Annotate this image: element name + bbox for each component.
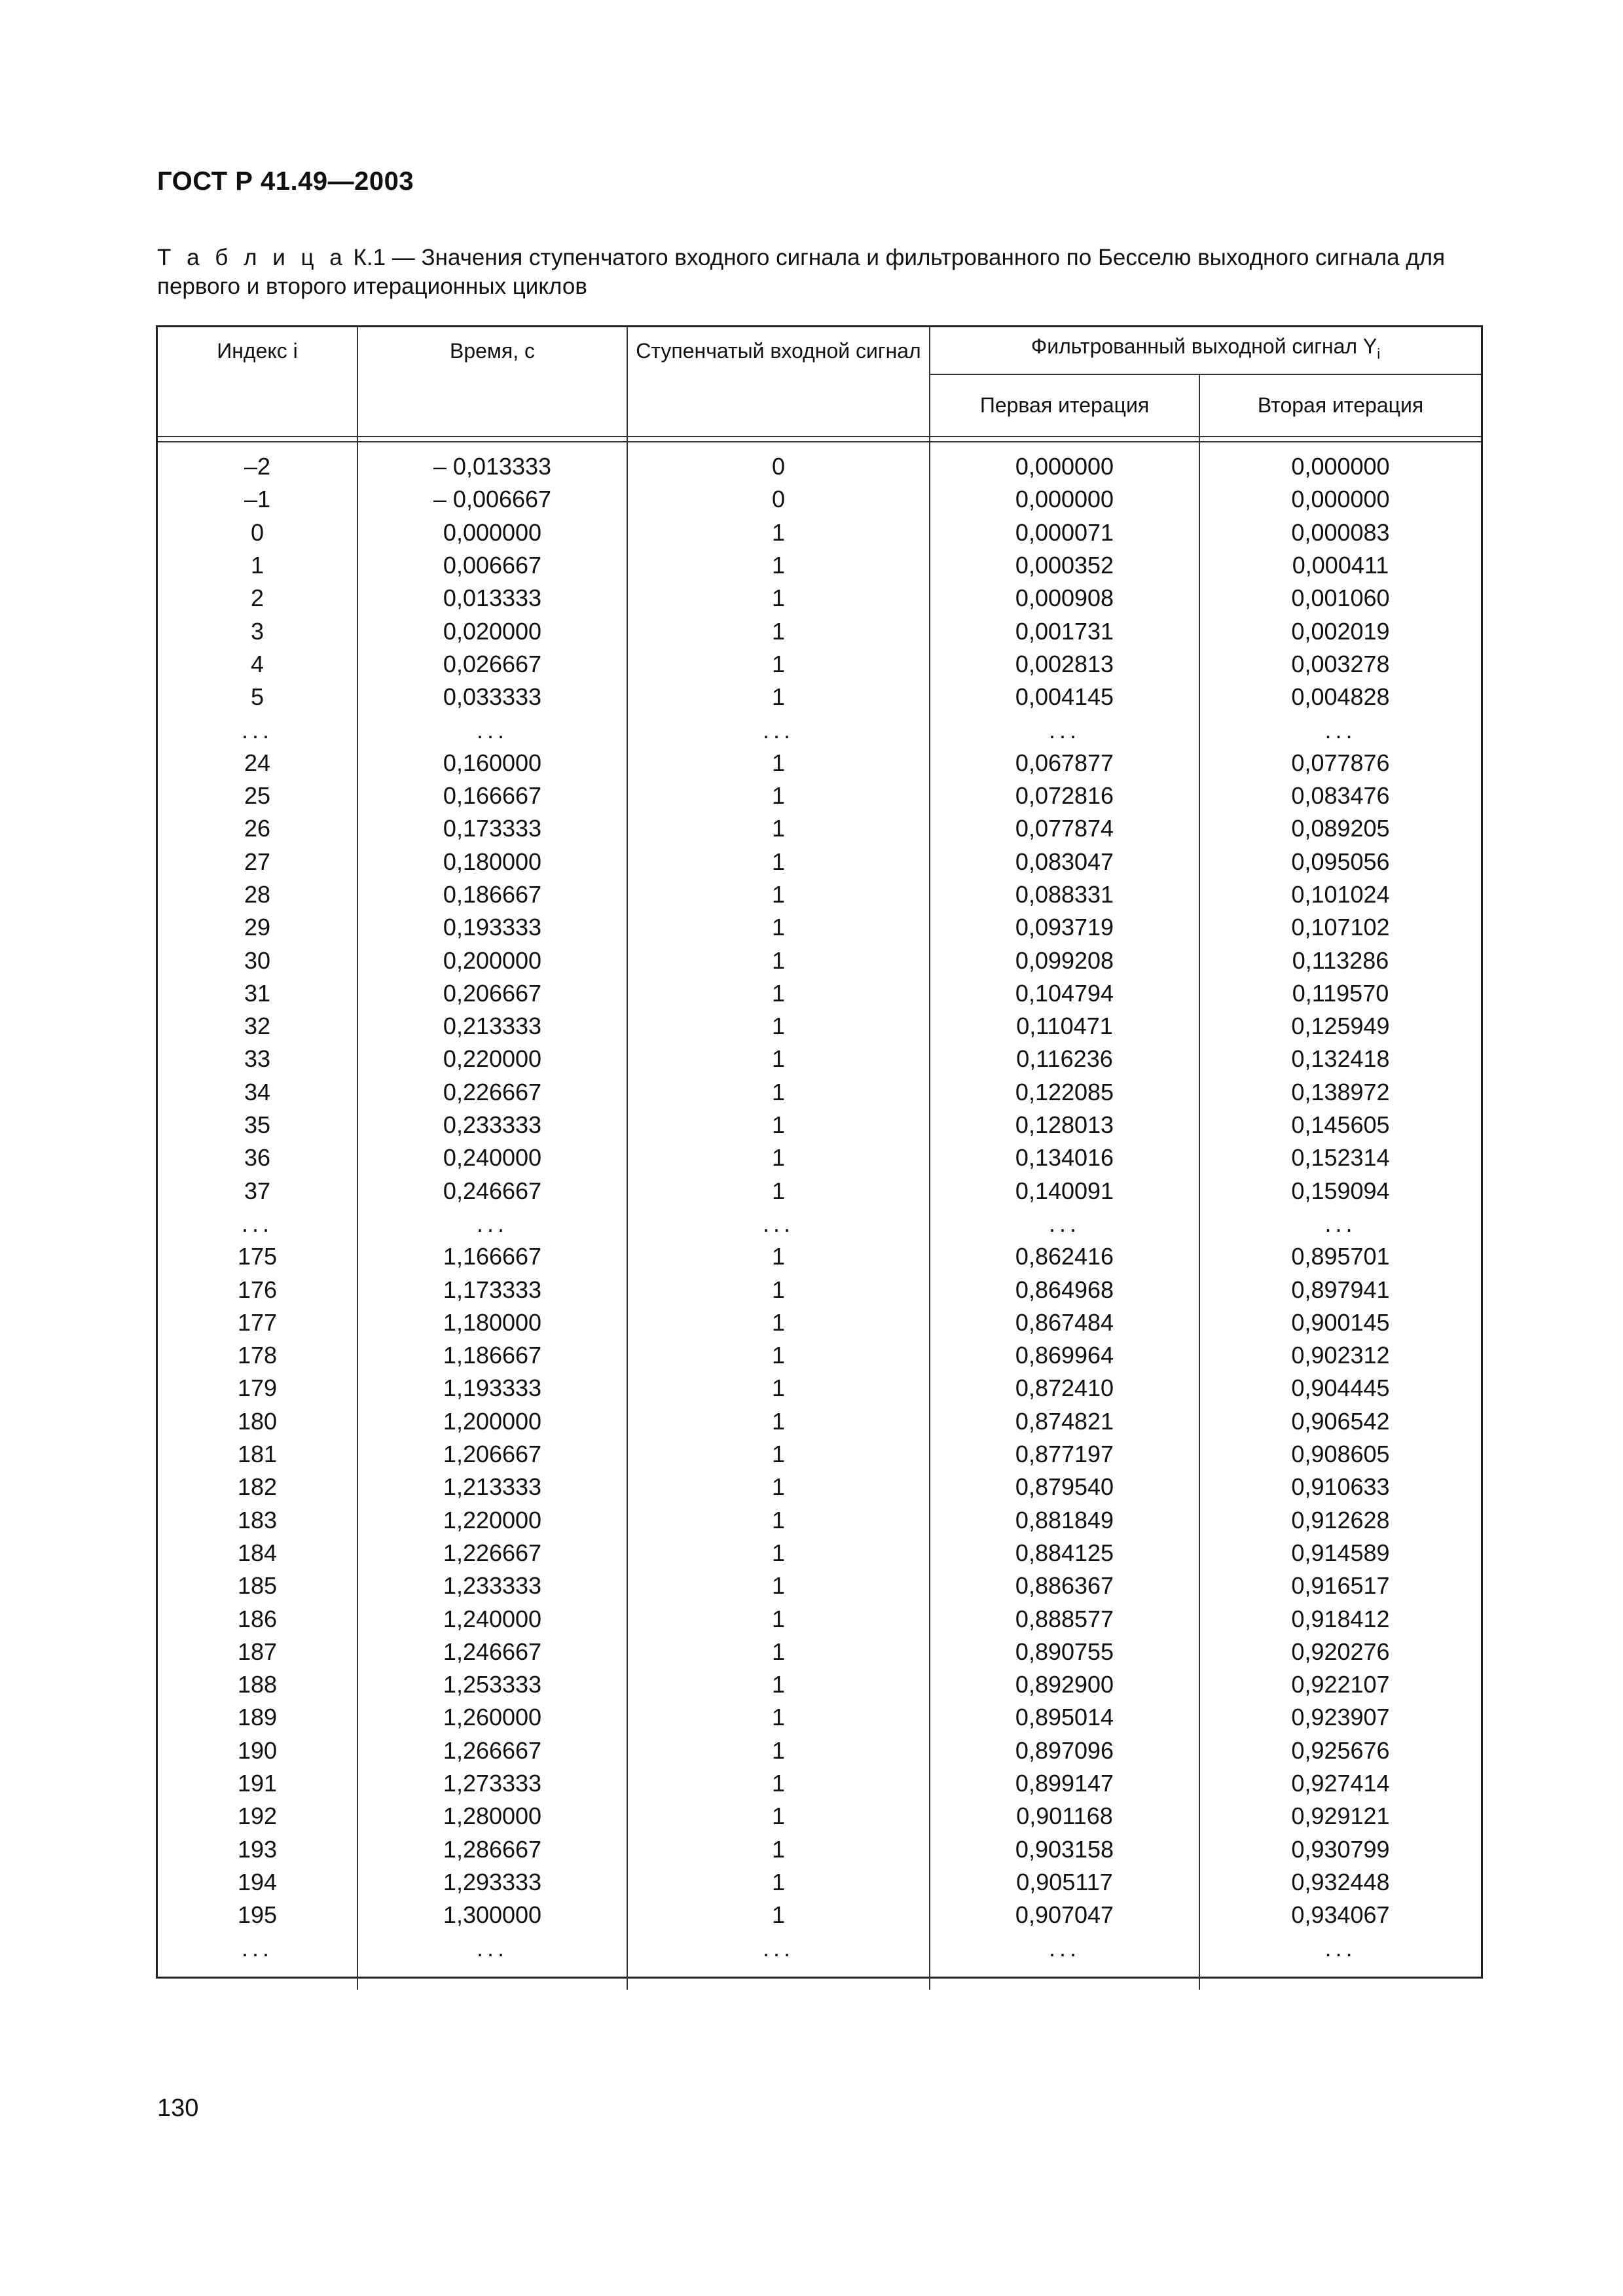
cell-index: 24 (158, 747, 357, 780)
cell-step-input: 1 (627, 1668, 930, 1701)
cell-first-iteration: 0,122085 (930, 1076, 1199, 1109)
cell-time: 0,193333 (357, 911, 627, 944)
cell-time: 1,280000 (357, 1800, 627, 1833)
cell-step-input: 1 (627, 1109, 930, 1141)
cell-time: 0,220000 (357, 1043, 627, 1075)
cell-step-input: 1 (627, 911, 930, 944)
cell-second-iteration: ... (1324, 716, 1357, 744)
cell-step-input: 1 (627, 1833, 930, 1865)
cell-second-iteration: 0,138972 (1291, 1078, 1390, 1105)
cell-second-iteration: 0,089205 (1291, 815, 1390, 842)
table-row (158, 1602, 1481, 1635)
cell-time: 0,160000 (357, 747, 627, 780)
cell-step-input: 1 (627, 615, 930, 647)
data-table-frame (156, 325, 1483, 1979)
cell-first-iteration: 0,072816 (930, 780, 1199, 812)
cell-time: 1,253333 (357, 1668, 627, 1701)
cell-time: 0,166667 (357, 780, 627, 812)
cell-first-iteration: 0,903158 (930, 1833, 1199, 1865)
cell-first-iteration: 0,001731 (930, 615, 1199, 647)
cell-step-input: 1 (627, 977, 930, 1010)
cell-index: 193 (158, 1833, 357, 1865)
cell-index: 4 (158, 648, 357, 681)
cell-index: ... (158, 1931, 357, 1964)
cell-second-iteration: 0,077876 (1291, 749, 1390, 776)
cell-first-iteration: ... (930, 1931, 1199, 1964)
table-row (158, 1076, 1481, 1109)
cell-first-iteration: 0,879540 (930, 1471, 1199, 1503)
cell-first-iteration: 0,888577 (930, 1602, 1199, 1635)
table-row (158, 747, 1481, 780)
cell-first-iteration: 0,110471 (930, 1010, 1199, 1043)
cell-first-iteration: 0,895014 (930, 1701, 1199, 1734)
cell-first-iteration: 0,907047 (930, 1899, 1199, 1931)
header-separator (158, 437, 1481, 442)
cell-index: 189 (158, 1701, 357, 1734)
header-second-iteration: Вторая итерация (1257, 393, 1424, 418)
cell-index: 184 (158, 1537, 357, 1570)
cell-step-input: 1 (627, 648, 930, 681)
table-row (158, 1175, 1481, 1208)
table-row (158, 1570, 1481, 1602)
cell-time: 0,200000 (357, 944, 627, 977)
cell-first-iteration: 0,077874 (930, 812, 1199, 845)
cell-step-input: 1 (627, 1899, 930, 1931)
cell-first-iteration: 0,000000 (930, 442, 1199, 483)
cell-index: –1 (158, 483, 357, 516)
cell-time: 0,006667 (357, 549, 627, 582)
cell-time: 0,226667 (357, 1076, 627, 1109)
cell-time: 0,173333 (357, 812, 627, 845)
cell-index: 181 (158, 1438, 357, 1471)
cell-first-iteration: 0,002813 (930, 648, 1199, 681)
cell-first-iteration: 0,897096 (930, 1734, 1199, 1767)
table-row (158, 780, 1481, 812)
cell-index: 29 (158, 911, 357, 944)
cell-first-iteration: 0,140091 (930, 1175, 1199, 1208)
cell-time: 1,240000 (357, 1602, 627, 1635)
cell-index: 194 (158, 1866, 357, 1899)
table-row (158, 442, 1481, 483)
cell-second-iteration: 0,914589 (1291, 1539, 1390, 1566)
cell-index: 178 (158, 1339, 357, 1372)
table-row (158, 1273, 1481, 1306)
cell-index: 35 (158, 1109, 357, 1141)
cell-index: 195 (158, 1899, 357, 1931)
cell-second-iteration: ... (1324, 1210, 1357, 1237)
table-row (158, 1339, 1481, 1372)
cell-time: 0,206667 (357, 977, 627, 1010)
cell-first-iteration: 0,872410 (930, 1372, 1199, 1405)
table-row (158, 1504, 1481, 1537)
cell-index: 33 (158, 1043, 357, 1075)
cell-second-iteration: 0,000000 (1291, 486, 1390, 513)
cell-first-iteration: 0,104794 (930, 977, 1199, 1010)
cell-time: 0,246667 (357, 1175, 627, 1208)
cell-index: 34 (158, 1076, 357, 1109)
cell-index: 1 (158, 549, 357, 582)
table-row (158, 812, 1481, 845)
cell-step-input: 1 (627, 1372, 930, 1405)
cell-first-iteration: 0,128013 (930, 1109, 1199, 1141)
cell-time: 1,266667 (357, 1734, 627, 1767)
cell-time: – 0,013333 (357, 442, 627, 483)
cell-second-iteration: 0,145605 (1291, 1111, 1390, 1139)
header-filtered-output-subscript: i (1377, 346, 1381, 363)
cell-second-iteration: 0,923907 (1291, 1704, 1390, 1731)
table-caption (157, 243, 1486, 301)
cell-index: 25 (158, 780, 357, 812)
cell-step-input: 1 (627, 1701, 930, 1734)
cell-index: 28 (158, 878, 357, 911)
header-first-iteration: Первая итерация (930, 374, 1199, 437)
cell-second-iteration: 0,004828 (1291, 683, 1390, 711)
cell-time: 1,166667 (357, 1240, 627, 1273)
cell-first-iteration: ... (930, 713, 1199, 746)
table-body (158, 442, 1481, 1990)
table-row (158, 1899, 1481, 1931)
cell-index: 36 (158, 1141, 357, 1174)
cell-first-iteration: 0,088331 (930, 878, 1199, 911)
cell-second-iteration: 0,902312 (1291, 1342, 1390, 1369)
cell-second-iteration: 0,927414 (1291, 1770, 1390, 1797)
cell-first-iteration: 0,862416 (930, 1240, 1199, 1273)
table-row (158, 582, 1481, 615)
cell-step-input: 1 (627, 812, 930, 845)
table-row (158, 846, 1481, 878)
cell-step-input: 1 (627, 1636, 930, 1668)
cell-step-input: 1 (627, 747, 930, 780)
cell-second-iteration: 0,113286 (1292, 946, 1389, 974)
cell-index: 31 (158, 977, 357, 1010)
table-row (158, 1438, 1481, 1471)
cell-time: ... (357, 1931, 627, 1964)
table-row (158, 1767, 1481, 1800)
cell-first-iteration: 0,867484 (930, 1306, 1199, 1339)
cell-time: 1,246667 (357, 1636, 627, 1668)
cell-step-input: 1 (627, 1010, 930, 1043)
cell-first-iteration: 0,000000 (930, 483, 1199, 516)
cell-second-iteration: 0,932448 (1291, 1868, 1390, 1895)
cell-index: 180 (158, 1405, 357, 1438)
cell-index: 26 (158, 812, 357, 845)
data-table (158, 327, 1481, 1990)
cell-index: 176 (158, 1273, 357, 1306)
cell-second-iteration: 0,930799 (1291, 1835, 1390, 1863)
cell-index: ... (158, 1208, 357, 1240)
cell-second-iteration: 0,920276 (1291, 1638, 1390, 1665)
table-row (158, 516, 1481, 549)
table-row (158, 681, 1481, 713)
cell-first-iteration: 0,099208 (930, 944, 1199, 977)
table-row (158, 1240, 1481, 1273)
table-row (158, 1372, 1481, 1405)
cell-second-iteration: 0,895701 (1291, 1243, 1390, 1270)
cell-step-input: 1 (627, 1537, 930, 1570)
cell-index: 187 (158, 1636, 357, 1668)
table-row (158, 878, 1481, 911)
table-row (158, 1833, 1481, 1865)
cell-index: 183 (158, 1504, 357, 1537)
cell-index: 185 (158, 1570, 357, 1602)
cell-step-input: 1 (627, 1339, 930, 1372)
cell-index: ... (158, 713, 357, 746)
cell-index: 37 (158, 1175, 357, 1208)
cell-first-iteration: 0,004145 (930, 681, 1199, 713)
cell-first-iteration: 0,890755 (930, 1636, 1199, 1668)
cell-time: 0,186667 (357, 878, 627, 911)
cell-second-iteration: 0,159094 (1291, 1177, 1390, 1204)
cell-time: 1,186667 (357, 1339, 627, 1372)
cell-time: 1,260000 (357, 1701, 627, 1734)
cell-step-input: 1 (627, 1800, 930, 1833)
cell-step-input: ... (627, 1931, 930, 1964)
table-row (158, 1405, 1481, 1438)
cell-first-iteration: 0,877197 (930, 1438, 1199, 1471)
cell-second-iteration: 0,107102 (1291, 914, 1390, 941)
cell-time: ... (357, 1208, 627, 1240)
cell-step-input: 1 (627, 1438, 930, 1471)
cell-time: 0,020000 (357, 615, 627, 647)
cell-index: 32 (158, 1010, 357, 1043)
cell-first-iteration: 0,000352 (930, 549, 1199, 582)
cell-second-iteration: 0,000083 (1291, 518, 1390, 546)
cell-step-input: ... (627, 713, 930, 746)
cell-second-iteration: 0,152314 (1291, 1144, 1390, 1172)
cell-second-iteration: 0,095056 (1291, 848, 1390, 875)
table-row (158, 1471, 1481, 1503)
table-row (158, 977, 1481, 1010)
document-id: ГОСТ Р 41.49—2003 (157, 167, 414, 196)
cell-index: 30 (158, 944, 357, 977)
cell-second-iteration: 0,003278 (1291, 650, 1390, 677)
cell-first-iteration: 0,093719 (930, 911, 1199, 944)
cell-time: 1,273333 (357, 1767, 627, 1800)
cell-index: –2 (158, 442, 357, 483)
cell-step-input: 1 (627, 780, 930, 812)
cell-second-iteration: 0,916517 (1291, 1572, 1390, 1600)
cell-second-iteration: 0,132418 (1291, 1045, 1390, 1073)
cell-first-iteration: 0,892900 (930, 1668, 1199, 1701)
cell-time: 1,220000 (357, 1504, 627, 1537)
cell-time: 1,300000 (357, 1899, 627, 1931)
cell-step-input: 1 (627, 846, 930, 878)
page-number: 130 (157, 2094, 199, 2122)
cell-step-input: 1 (627, 681, 930, 713)
cell-time: 1,180000 (357, 1306, 627, 1339)
header-filtered-output-label: Фильтрованный выходной сигнал Y (1030, 334, 1377, 359)
cell-index: 177 (158, 1306, 357, 1339)
cell-index: 5 (158, 681, 357, 713)
cell-step-input: 1 (627, 1570, 930, 1602)
cell-first-iteration: 0,899147 (930, 1767, 1199, 1800)
cell-step-input: 1 (627, 1734, 930, 1767)
table-caption-label: Т а б л и ц а (157, 245, 347, 270)
cell-first-iteration: 0,067877 (930, 747, 1199, 780)
table-row (158, 944, 1481, 977)
cell-index: 0 (158, 516, 357, 549)
cell-second-iteration: 0,906542 (1291, 1407, 1390, 1435)
cell-second-iteration: 0,897941 (1291, 1276, 1390, 1303)
cell-step-input: ... (627, 1208, 930, 1240)
table-row (158, 1636, 1481, 1668)
cell-index: 182 (158, 1471, 357, 1503)
cell-time: 0,000000 (357, 516, 627, 549)
cell-second-iteration: 0,002019 (1291, 617, 1390, 645)
table-row (158, 483, 1481, 516)
cell-time: 1,233333 (357, 1570, 627, 1602)
cell-time: 1,173333 (357, 1273, 627, 1306)
cell-first-iteration: 0,869964 (930, 1339, 1199, 1372)
cell-index: 188 (158, 1668, 357, 1701)
cell-step-input: 1 (627, 1141, 930, 1174)
cell-step-input: 1 (627, 1504, 930, 1537)
cell-time: 0,033333 (357, 681, 627, 713)
table-row (158, 1668, 1481, 1701)
cell-first-iteration: ... (930, 1208, 1199, 1240)
cell-step-input: 0 (627, 483, 930, 516)
cell-second-iteration: 0,000000 (1291, 453, 1390, 480)
cell-first-iteration: 0,874821 (930, 1405, 1199, 1438)
cell-second-iteration: 0,900145 (1291, 1308, 1390, 1336)
cell-second-iteration: 0,934067 (1291, 1901, 1390, 1929)
cell-step-input: 1 (627, 1273, 930, 1306)
header-index: Индекс i (158, 327, 357, 437)
cell-step-input: 1 (627, 1602, 930, 1635)
cell-step-input: 1 (627, 1866, 930, 1899)
cell-time: 0,180000 (357, 846, 627, 878)
cell-first-iteration: 0,884125 (930, 1537, 1199, 1570)
table-row (158, 1537, 1481, 1570)
cell-time: 1,206667 (357, 1438, 627, 1471)
cell-step-input: 1 (627, 1405, 930, 1438)
cell-first-iteration: 0,134016 (930, 1141, 1199, 1174)
cell-index: 175 (158, 1240, 357, 1273)
table-row (158, 1043, 1481, 1075)
cell-first-iteration: 0,881849 (930, 1504, 1199, 1537)
cell-time: 0,240000 (357, 1141, 627, 1174)
cell-step-input: 0 (627, 442, 930, 483)
cell-second-iteration: 0,908605 (1291, 1441, 1390, 1468)
cell-first-iteration: 0,000071 (930, 516, 1199, 549)
table-row (158, 1800, 1481, 1833)
table-row (158, 1931, 1481, 1964)
cell-step-input: 1 (627, 1471, 930, 1503)
table-row (158, 1010, 1481, 1043)
cell-second-iteration: 0,001060 (1291, 584, 1390, 612)
table-caption-text: К.1 — Значения ступенчатого входного сигнала и фильтрованного по Бесселю выходного сигнала для первого и второго итерационных циклов (157, 245, 1446, 299)
cell-second-iteration: 0,119570 (1292, 979, 1389, 1007)
cell-second-iteration: 0,912628 (1291, 1506, 1390, 1534)
cell-index: 186 (158, 1602, 357, 1635)
cell-time: ... (357, 713, 627, 746)
cell-time: 0,013333 (357, 582, 627, 615)
cell-index: 2 (158, 582, 357, 615)
table-row (158, 1208, 1481, 1240)
cell-first-iteration: 0,901168 (930, 1800, 1199, 1833)
cell-step-input: 1 (627, 878, 930, 911)
cell-step-input: 1 (627, 1767, 930, 1800)
cell-time: 0,233333 (357, 1109, 627, 1141)
cell-first-iteration: 0,116236 (930, 1043, 1199, 1075)
cell-time: – 0,006667 (357, 483, 627, 516)
cell-first-iteration: 0,083047 (930, 846, 1199, 878)
cell-first-iteration: 0,886367 (930, 1570, 1199, 1602)
cell-second-iteration: 0,083476 (1291, 782, 1390, 810)
cell-second-iteration: 0,918412 (1291, 1605, 1390, 1632)
table-row (158, 1701, 1481, 1734)
cell-first-iteration: 0,864968 (930, 1273, 1199, 1306)
cell-index: 190 (158, 1734, 357, 1767)
cell-index: 27 (158, 846, 357, 878)
table-row (158, 713, 1481, 746)
table-row (158, 911, 1481, 944)
table-row (158, 615, 1481, 647)
cell-index: 191 (158, 1767, 357, 1800)
header-filtered-output (930, 327, 1481, 374)
cell-step-input: 1 (627, 549, 930, 582)
cell-second-iteration: 0,925676 (1291, 1736, 1390, 1764)
cell-second-iteration: ... (1324, 1934, 1357, 1962)
cell-second-iteration: 0,101024 (1291, 881, 1390, 908)
cell-second-iteration: 0,929121 (1291, 1803, 1390, 1830)
cell-index: 192 (158, 1800, 357, 1833)
cell-second-iteration: 0,904445 (1291, 1374, 1390, 1402)
table-row (158, 1866, 1481, 1899)
table-row (158, 1109, 1481, 1141)
cell-second-iteration: 0,125949 (1291, 1013, 1390, 1040)
cell-first-iteration: 0,000908 (930, 582, 1199, 615)
cell-index: 179 (158, 1372, 357, 1405)
cell-time: 1,213333 (357, 1471, 627, 1503)
table-row (158, 648, 1481, 681)
cell-step-input: 1 (627, 1306, 930, 1339)
cell-time: 1,226667 (357, 1537, 627, 1570)
cell-time: 0,213333 (357, 1010, 627, 1043)
cell-time: 1,193333 (357, 1372, 627, 1405)
cell-step-input: 1 (627, 1076, 930, 1109)
header-time: Время, с (357, 327, 627, 437)
cell-index: 3 (158, 615, 357, 647)
cell-step-input: 1 (627, 1240, 930, 1273)
table-filler-row (158, 1965, 1481, 1990)
cell-step-input: 1 (627, 1175, 930, 1208)
cell-step-input: 1 (627, 1043, 930, 1075)
cell-second-iteration: 0,910633 (1291, 1473, 1390, 1501)
table-row (158, 1306, 1481, 1339)
cell-time: 0,026667 (357, 648, 627, 681)
cell-time: 1,293333 (357, 1866, 627, 1899)
cell-first-iteration: 0,905117 (930, 1866, 1199, 1899)
table-row (158, 1734, 1481, 1767)
cell-step-input: 1 (627, 944, 930, 977)
cell-step-input: 1 (627, 582, 930, 615)
header-step-input: Ступенчатый входной сигнал (627, 327, 930, 437)
cell-second-iteration: 0,922107 (1291, 1671, 1390, 1698)
cell-step-input: 1 (627, 516, 930, 549)
cell-time: 1,286667 (357, 1833, 627, 1865)
cell-second-iteration: 0,000411 (1292, 552, 1389, 579)
cell-time: 1,200000 (357, 1405, 627, 1438)
table-row (158, 1141, 1481, 1174)
table-row (158, 549, 1481, 582)
